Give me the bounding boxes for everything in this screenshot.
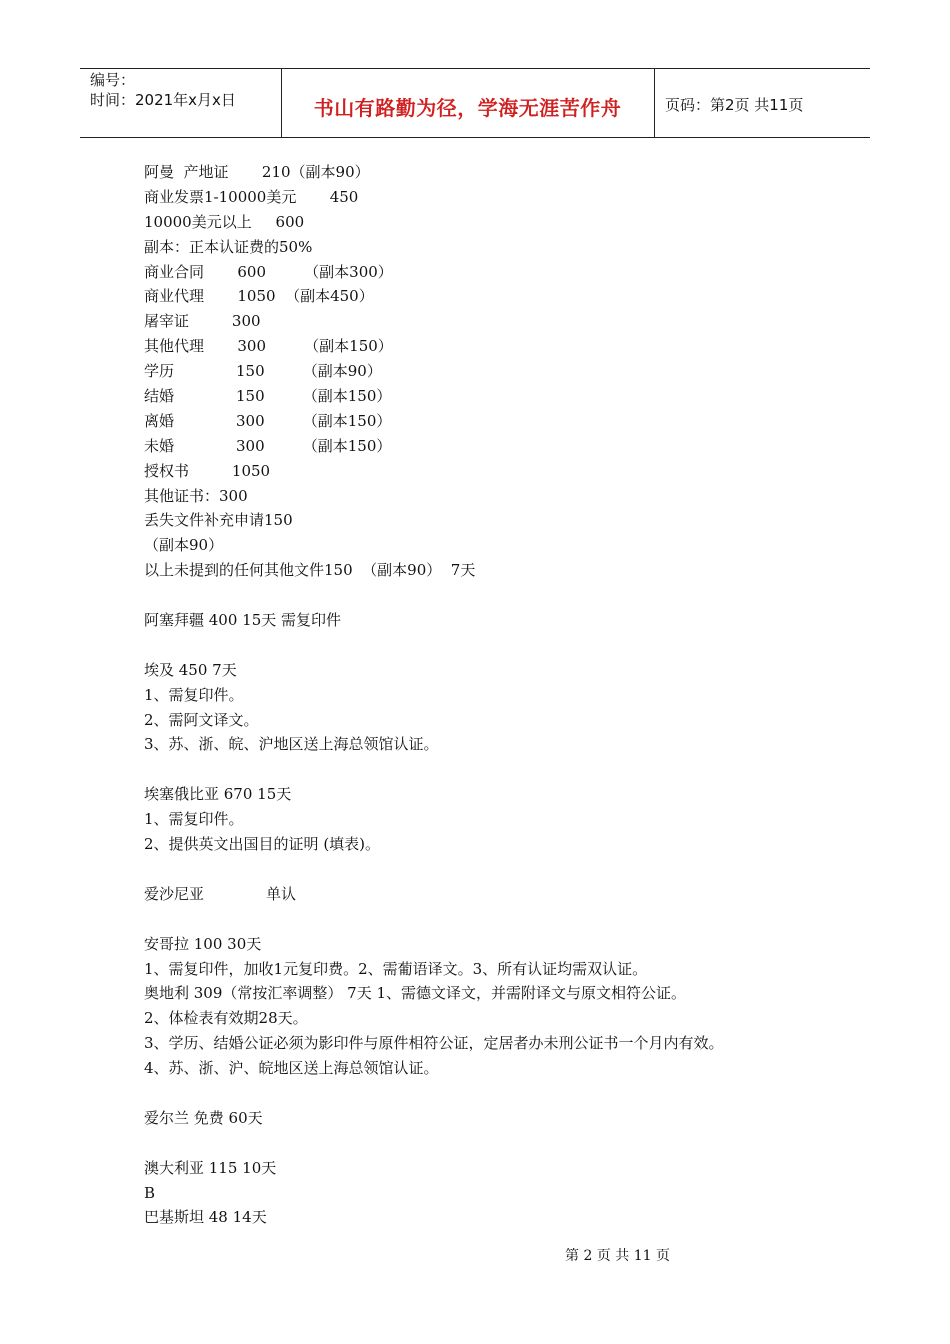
text-line: 2、提供英文出国目的证明 (填表)。	[144, 835, 381, 854]
text-line: 4、苏、浙、沪、皖地区送上海总领馆认证。	[144, 1059, 439, 1078]
text-line: 结婚 150 （副本150）	[144, 387, 392, 406]
page-info: 页码：第2页 共11页	[665, 96, 804, 114]
text-line: 商业发票1-10000美元 450	[144, 187, 359, 206]
text-line: 离婚 300 （副本150）	[144, 411, 392, 430]
text-line: 商业代理 1050 （副本450）	[144, 287, 374, 306]
page-footer: 第 2 页 共 11 页	[565, 1248, 670, 1264]
blank-line	[144, 583, 864, 608]
text-line: 阿塞拜疆 400 15天 需复印件	[144, 611, 342, 630]
number-label: 编号：	[90, 71, 136, 89]
text-line: 爱沙尼亚 单认	[144, 884, 296, 903]
text-line: 以上未提到的任何其他文件150 （副本90） 7天	[144, 561, 476, 580]
text-line: 埃塞俄比亚 670 15天	[144, 785, 292, 804]
blank-line	[144, 1081, 864, 1106]
text-line: 巴基斯坦 48 14天	[144, 1208, 267, 1227]
header-meta-cell	[80, 69, 282, 137]
blank-line	[144, 857, 864, 882]
blank-line	[144, 907, 864, 932]
text-line: 10000美元以上 600	[144, 212, 305, 231]
text-line: 未婚 300 （副本150）	[144, 436, 392, 455]
text-line: 3、学历、结婚公证必须为影印件与原件相符公证，定居者办未刑公证书一个月内有效。	[144, 1034, 724, 1053]
text-line: 2、体检表有效期28天。	[144, 1009, 308, 1028]
blank-line	[144, 757, 864, 782]
text-line: 屠宰证 300	[144, 312, 261, 331]
motto-text: 书山有路勤为径，学海无涯苦作舟	[313, 96, 622, 120]
text-line: 埃及 450 7天	[144, 660, 237, 679]
page-header	[80, 68, 870, 138]
text-line: 3、苏、浙、皖、沪地区送上海总领馆认证。	[144, 735, 439, 754]
header-page-cell	[655, 69, 870, 137]
header-motto-cell	[281, 69, 655, 137]
text-line: 2、需阿文译文。	[144, 710, 259, 729]
text-line: 1、需复印件。	[144, 685, 244, 704]
text-line: 副本：正本认证费的50%	[144, 237, 313, 256]
text-line: 丢失文件补充申请150	[144, 511, 293, 530]
text-line: 奥地利 309（常按汇率调整） 7天 1、需德文译文，并需附译文与原文相符公证。	[144, 984, 687, 1003]
text-line: 其他代理 300 （副本150）	[144, 337, 393, 356]
text-line: 爱尔兰 免费 60天	[144, 1108, 263, 1127]
text-line: B	[144, 1183, 156, 1202]
text-line: 阿曼 产地证 210（副本90）	[144, 163, 370, 181]
text-line: 澳大利亚 115 10天	[144, 1158, 277, 1177]
date-label: 时间：2021年x月x日	[90, 91, 236, 109]
document-body	[144, 160, 864, 1230]
text-line: 安哥拉 100 30天	[144, 934, 262, 953]
blank-line	[144, 1131, 864, 1156]
text-line: 商业合同 600 （副本300）	[144, 262, 393, 281]
text-line: 其他证书：300	[144, 486, 248, 505]
blank-line	[144, 633, 864, 658]
text-line: 学历 150 （副本90）	[144, 362, 382, 381]
text-line: 授权书 1050	[144, 461, 271, 480]
text-line: 1、需复印件。	[144, 810, 244, 829]
text-line: 1、需复印件，加收1元复印费。2、需葡语译文。3、所有认证均需双认证。	[144, 959, 648, 978]
text-line: （副本90）	[144, 536, 224, 555]
